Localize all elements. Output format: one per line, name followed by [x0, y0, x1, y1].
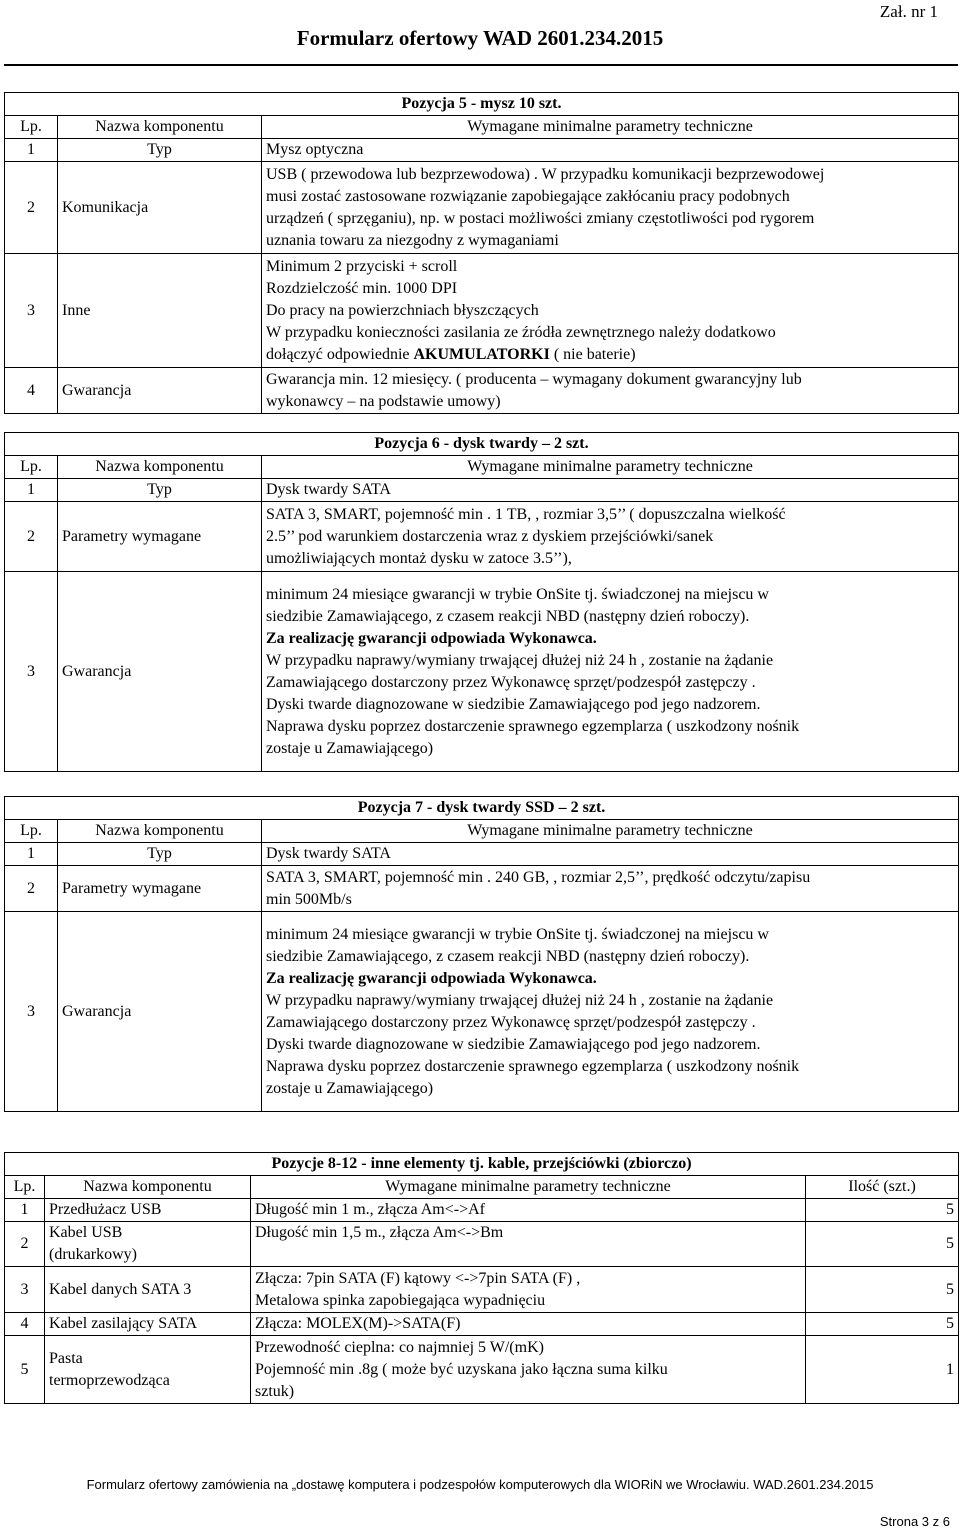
header-params: Wymagane minimalne parametry techniczne: [251, 1176, 806, 1199]
param-line: sztuk): [255, 1382, 295, 1400]
param-line: Pojemność min .8g ( może być uzyskana jako łączna suma kilku: [255, 1360, 668, 1378]
row-params: [262, 479, 959, 502]
param-bold-text: AKUMULATORKI: [413, 345, 550, 363]
param-line: SATA 3, SMART, pojemność min . 240 GB, , rozmiar 2,5’’, prędkość odczytu/zapisu: [266, 868, 811, 886]
table-row: [5, 479, 959, 502]
param-line: Za realizację gwarancji odpowiada Wykonawca.: [266, 629, 597, 647]
table-row: [5, 254, 959, 368]
row-lp: 1: [5, 479, 58, 502]
page-title: Formularz ofertowy WAD 2601.234.2015: [296, 26, 664, 50]
row-lp: 3: [5, 912, 58, 1112]
param-line: Dysk twardy SATA: [266, 481, 391, 498]
param-line: Dyski twarde diagnozowane w siedzibie Zamawiającego pod jego nadzorem.: [266, 695, 761, 713]
table-row: [5, 572, 959, 772]
row-lp: 1: [5, 843, 58, 866]
param-line: Naprawa dysku poprzez dostarczenie sprawnego egzemplarza ( uszkodzony nośnik: [266, 717, 800, 735]
row-lp: 4: [5, 368, 58, 414]
table-row: [5, 1199, 959, 1222]
footer-text: Formularz ofertowy zamówienia na „dostawę komputera i podzespołów komputerowych dla WIORiN we Wrocławiu. WAD.2601.234.2015: [86, 1477, 874, 1492]
param-text: dołączyć odpowiednie: [266, 345, 414, 363]
param-line: W przypadku naprawy/wymiany trwającej dłużej niż 24 h , zostanie na żądanie: [266, 651, 774, 669]
row-lp: 3: [5, 254, 58, 368]
param-line: umożliwiających montaż dysku w zatoce 3.5’’),: [266, 549, 572, 567]
section-5-table: [4, 92, 959, 414]
table-row: [5, 866, 959, 912]
row-qty: 5: [806, 1313, 959, 1336]
row-params: [251, 1199, 806, 1222]
param-line: SATA 3, SMART, pojemność min . 1 TB, , rozmiar 3,5’’ ( dopuszczalna wielkość: [266, 505, 786, 523]
name-line: Kabel USB: [49, 1224, 123, 1241]
header-lp: Lp.: [5, 116, 58, 139]
section-6-table: [4, 432, 959, 772]
table-row: [5, 1313, 959, 1336]
name-line: Pasta: [49, 1349, 83, 1367]
row-name: Typ: [58, 479, 262, 502]
table-row: [5, 912, 959, 1112]
row-params: [251, 1267, 806, 1313]
header-qty: Ilość (szt.): [806, 1176, 959, 1199]
row-name: Gwarancja: [58, 368, 262, 414]
row-lp: 1: [5, 1199, 45, 1222]
param-line: W przypadku konieczności zasilania ze źródła zewnętrznego należy dodatkowo: [266, 323, 776, 341]
row-name: Typ: [58, 139, 262, 162]
section-title: Pozycja 6 - dysk twardy – 2 szt.: [5, 433, 959, 456]
row-qty: 5: [806, 1222, 959, 1267]
header-params: Wymagane minimalne parametry techniczne: [262, 116, 959, 139]
header-lp: Lp.: [5, 1176, 45, 1199]
param-line: uznania towaru za niezgodny z wymaganiami: [266, 231, 559, 249]
row-lp: 2: [5, 502, 58, 572]
row-lp: 2: [5, 866, 58, 912]
table-row: [5, 502, 959, 572]
row-params: [262, 912, 959, 1112]
param-line: urządzeń ( sprzęganiu), np. w postaci możliwości zmiany częstotliwości pod rygorem: [266, 209, 815, 227]
row-qty: 5: [806, 1199, 959, 1222]
header-params: Wymagane minimalne parametry techniczne: [262, 456, 959, 479]
row-name: [45, 1199, 251, 1222]
section-title: Pozycja 7 - dysk twardy SSD – 2 szt.: [5, 797, 959, 820]
section-title: Pozycje 8-12 - inne elementy tj. kable, przejściówki (zbiorczo): [5, 1153, 959, 1176]
section-8-12-table: [4, 1152, 959, 1404]
row-params: [262, 139, 959, 162]
param-line: Do pracy na powierzchniach błyszczących: [266, 301, 539, 319]
param-line: Przewodność cieplna: co najmniej 5 W/(mK): [255, 1338, 544, 1356]
param-line: Złącza: MOLEX(M)->SATA(F): [255, 1315, 461, 1332]
row-lp: 4: [5, 1313, 45, 1336]
name-line: Kabel zasilający SATA: [49, 1315, 197, 1332]
row-name: Gwarancja: [58, 572, 262, 772]
header-params: Wymagane minimalne parametry techniczne: [262, 820, 959, 843]
table-row: [5, 139, 959, 162]
name-line: Kabel danych SATA 3: [49, 1280, 192, 1298]
param-line: Gwarancja min. 12 miesięcy. ( producenta – wymagany dokument gwarancyjny lub: [266, 370, 802, 388]
row-name: Gwarancja: [58, 912, 262, 1112]
param-line: Dyski twarde diagnozowane w siedzibie Zamawiającego pod jego nadzorem.: [266, 1035, 761, 1053]
row-name: [45, 1222, 251, 1267]
param-line: Długość min 1,5 m., złącza Am<->Bm: [255, 1224, 504, 1241]
param-line: wykonawcy – na podstawie umowy): [266, 392, 501, 410]
param-line: Złącza: 7pin SATA (F) kątowy <->7pin SATA (F) ,: [255, 1269, 581, 1287]
row-qty: 1: [806, 1336, 959, 1404]
table-row: [5, 368, 959, 414]
param-line: Zamawiającego dostarczony przez Wykonawcę sprzęt/podzespół zastępczy .: [266, 1013, 756, 1031]
name-line: termoprzewodząca: [49, 1371, 170, 1389]
row-name: [45, 1267, 251, 1313]
row-lp: 3: [5, 1267, 45, 1313]
param-line: musi zostać zastosowane rozwiązanie zapobiegające zakłócaniu pracy podobnych: [266, 187, 790, 205]
param-line: zostaje u Zamawiającego): [266, 1079, 434, 1097]
title-divider: [4, 64, 958, 66]
param-line: Mysz optyczna: [266, 141, 364, 158]
table-row: [5, 1336, 959, 1404]
param-line: W przypadku naprawy/wymiany trwającej dłużej niż 24 h , zostanie na żądanie: [266, 991, 774, 1009]
header-lp: Lp.: [5, 456, 58, 479]
row-params: [262, 843, 959, 866]
param-line: Zamawiającego dostarczony przez Wykonawcę sprzęt/podzespół zastępczy .: [266, 673, 756, 691]
table-row: [5, 843, 959, 866]
table-row: [5, 1222, 959, 1267]
param-line: minimum 24 miesiące gwarancji w trybie OnSite tj. świadczonej na miejscu w: [266, 925, 769, 943]
param-line: zostaje u Zamawiającego): [266, 739, 434, 757]
row-lp: 2: [5, 1222, 45, 1267]
param-line: siedzibie Zamawiającego, z czasem reakcji NBD (następny dzień roboczy).: [266, 607, 750, 625]
param-line: Metalowa spinka zapobiegająca wypadnięciu: [255, 1291, 546, 1309]
row-name: Typ: [58, 843, 262, 866]
header-lp: Lp.: [5, 820, 58, 843]
param-line: Dysk twardy SATA: [266, 845, 391, 862]
table-row: [5, 162, 959, 254]
param-line: siedzibie Zamawiającego, z czasem reakcji NBD (następny dzień roboczy).: [266, 947, 750, 965]
row-lp: 1: [5, 139, 58, 162]
row-name: Parametry wymagane: [58, 866, 262, 912]
param-line: [266, 344, 954, 366]
param-line: Naprawa dysku poprzez dostarczenie sprawnego egzemplarza ( uszkodzony nośnik: [266, 1057, 800, 1075]
row-params: [262, 368, 959, 414]
row-lp: 5: [5, 1336, 45, 1404]
page-number: Strona 3 z 6: [879, 1514, 950, 1529]
row-qty: 5: [806, 1267, 959, 1313]
param-line: Za realizację gwarancji odpowiada Wykonawca.: [266, 969, 597, 987]
row-lp: 3: [5, 572, 58, 772]
param-line: Minimum 2 przyciski + scroll: [266, 257, 458, 275]
param-line: Rozdzielczość min. 1000 DPI: [266, 279, 458, 297]
param-line: min 500Mb/s: [266, 890, 352, 908]
section-7-table: [4, 796, 959, 1112]
row-params: [251, 1336, 806, 1404]
table-row: [5, 1267, 959, 1313]
row-params: [262, 572, 959, 772]
param-line: 2.5’’ pod warunkiem dostarczenia wraz z dyskiem przejściówki/sanek: [266, 527, 714, 545]
row-params: [251, 1222, 806, 1267]
row-params: [251, 1313, 806, 1336]
annex-label: Zał. nr 1: [879, 2, 938, 21]
param-line: Długość min 1 m., złącza Am<->Af: [255, 1201, 485, 1218]
row-name: [45, 1336, 251, 1404]
row-name: Inne: [58, 254, 262, 368]
row-params: [262, 254, 959, 368]
name-line: (drukarkowy): [49, 1246, 137, 1263]
section-title: Pozycja 5 - mysz 10 szt.: [5, 93, 959, 116]
name-line: Przedłużacz USB: [49, 1201, 162, 1218]
header-name: Nazwa komponentu: [58, 456, 262, 479]
row-params: [262, 162, 959, 254]
param-text: ( nie baterie): [549, 345, 636, 363]
row-params: [262, 866, 959, 912]
row-name: [45, 1313, 251, 1336]
param-line: USB ( przewodowa lub bezprzewodowa) . W przypadku komunikacji bezprzewodowej: [266, 165, 825, 183]
header-name: Nazwa komponentu: [58, 820, 262, 843]
row-lp: 2: [5, 162, 58, 254]
header-name: Nazwa komponentu: [58, 116, 262, 139]
header-name: Nazwa komponentu: [45, 1176, 251, 1199]
row-name: Parametry wymagane: [58, 502, 262, 572]
row-name: Komunikacja: [58, 162, 262, 254]
param-line: minimum 24 miesiące gwarancji w trybie OnSite tj. świadczonej na miejscu w: [266, 585, 769, 603]
row-params: [262, 502, 959, 572]
